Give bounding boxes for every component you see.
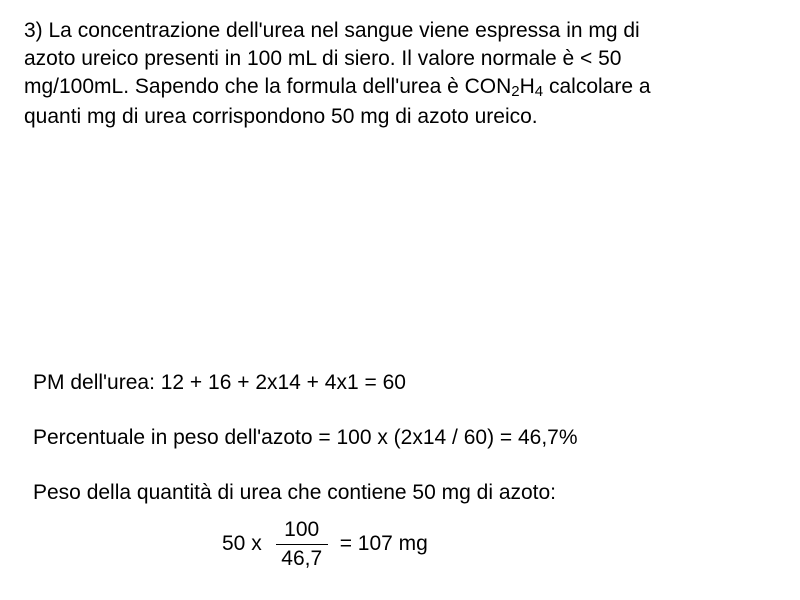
problem-line-3-end: calcolare a xyxy=(543,75,651,98)
quantity-intro-line: Peso della quantità di urea che contiene 50 mg di azoto: xyxy=(33,481,557,504)
problem-line-4: quanti mg di urea corrispondono 50 mg di azoto ureico. xyxy=(24,105,538,128)
problem-line-3 xyxy=(24,73,784,103)
fraction xyxy=(276,518,328,571)
problem-line-1: 3) La concentrazione dell'urea nel sangue viene espressa in mg di xyxy=(24,19,640,42)
formula-subscript-h: 4 xyxy=(534,83,544,100)
formula-hydrogen: H xyxy=(519,75,535,98)
nitrogen-percentage-line: Percentuale in peso dell'azoto = 100 x (2x14 / 60) = 46,7% xyxy=(33,426,578,449)
calculation xyxy=(222,516,428,572)
calc-lhs: 50 x xyxy=(222,532,262,555)
problem-line-3-text: mg/100mL. Sapendo che la formula dell'urea è CON xyxy=(24,75,512,98)
problem-statement xyxy=(24,17,784,131)
fraction-denominator: 46,7 xyxy=(281,546,323,570)
formula-subscript-n: 2 xyxy=(511,83,520,100)
molar-mass-line: PM dell'urea: 12 + 16 + 2x14 + 4x1 = 60 xyxy=(33,371,406,394)
problem-line-2: azoto ureico presenti in 100 mL di siero. Il valore normale è < 50 xyxy=(24,47,622,70)
fraction-numerator: 100 xyxy=(284,517,320,541)
calc-result: = 107 mg xyxy=(339,532,428,555)
